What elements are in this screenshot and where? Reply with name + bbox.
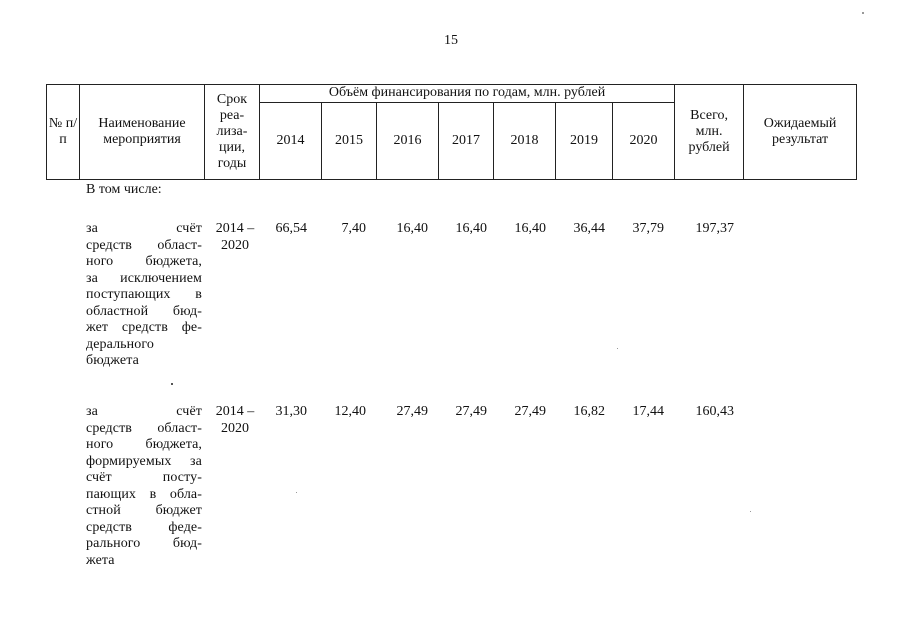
header-year: 2016 [377, 103, 439, 180]
page-number: 15 [444, 33, 458, 48]
header-year: 2017 [439, 103, 494, 180]
row-2-name [86, 404, 202, 569]
row-2-value-2019: 16,82 [573, 404, 605, 419]
row-name-line: дерального [86, 336, 154, 352]
subheading: В том числе: [86, 182, 162, 197]
row-1-value-2014: 66,54 [275, 221, 307, 236]
scan-speck [617, 348, 618, 349]
header-year: 2014 [260, 103, 322, 180]
row-name-line: пающих в обла- [86, 486, 202, 502]
row-1-period: 2014 – 2020 [215, 221, 255, 253]
scan-speck [862, 12, 864, 14]
header-year: 2019 [556, 103, 613, 180]
row-2-value-2015: 12,40 [334, 404, 366, 419]
row-name-line: ного бюджета, [86, 437, 202, 453]
row-2-value-2014: 31,30 [275, 404, 307, 419]
row-1-name [86, 221, 202, 370]
row-1-total: 197,37 [695, 221, 734, 236]
row-2-value-2018: 27,49 [514, 404, 546, 419]
scan-speck [171, 383, 173, 385]
row-1-value-2020: 37,79 [632, 221, 664, 236]
header-year: 2018 [494, 103, 556, 180]
row-name-line: формируемых за [86, 453, 202, 469]
header-col-total: Всего, млн. рублей [675, 85, 744, 180]
header-col-name: Наименование мероприятия [80, 85, 205, 180]
row-name-line: средств област- [86, 237, 202, 253]
header-year: 2020 [613, 103, 675, 180]
header-col-number: № п/п [47, 85, 80, 180]
scan-speck [750, 511, 751, 512]
row-1-value-2019: 36,44 [573, 221, 605, 236]
row-1-value-2015: 7,40 [341, 221, 366, 236]
row-name-line: бюджета [86, 353, 139, 369]
table-header [46, 84, 857, 180]
row-2-value-2020: 17,44 [632, 404, 664, 419]
row-name-line: областной бюд- [86, 303, 202, 319]
row-name-line: счёт посту- [86, 470, 202, 486]
row-1-value-2017: 16,40 [455, 221, 487, 236]
row-name-line: средств феде- [86, 519, 202, 535]
row-name-line: жета [86, 552, 115, 568]
row-name-line: средств област- [86, 420, 202, 436]
row-name-line: за счёт [86, 221, 202, 236]
row-name-line: жет средств фе- [86, 320, 202, 336]
header-col-result: Ожидаемый результат [744, 85, 857, 180]
row-name-line: рального бюд- [86, 536, 202, 552]
row-name-line: ного бюджета, [86, 254, 202, 270]
scan-speck [296, 492, 297, 493]
row-2-period: 2014 – 2020 [215, 404, 255, 436]
header-col-period: Срок реа-лиза-ции, годы [205, 85, 260, 180]
header-funding-group: Объём финансирования по годам, млн. рублей [260, 85, 675, 103]
row-2-value-2017: 27,49 [455, 404, 487, 419]
row-name-line: за исключением [86, 270, 202, 286]
header-year: 2015 [322, 103, 377, 180]
row-2-value-2016: 27,49 [396, 404, 428, 419]
row-name-line: за счёт [86, 404, 202, 419]
row-name-line: стной бюджет [86, 503, 202, 519]
row-1-value-2018: 16,40 [514, 221, 546, 236]
row-2-total: 160,43 [695, 404, 734, 419]
row-1-value-2016: 16,40 [396, 221, 428, 236]
row-name-line: поступающих в [86, 287, 202, 303]
